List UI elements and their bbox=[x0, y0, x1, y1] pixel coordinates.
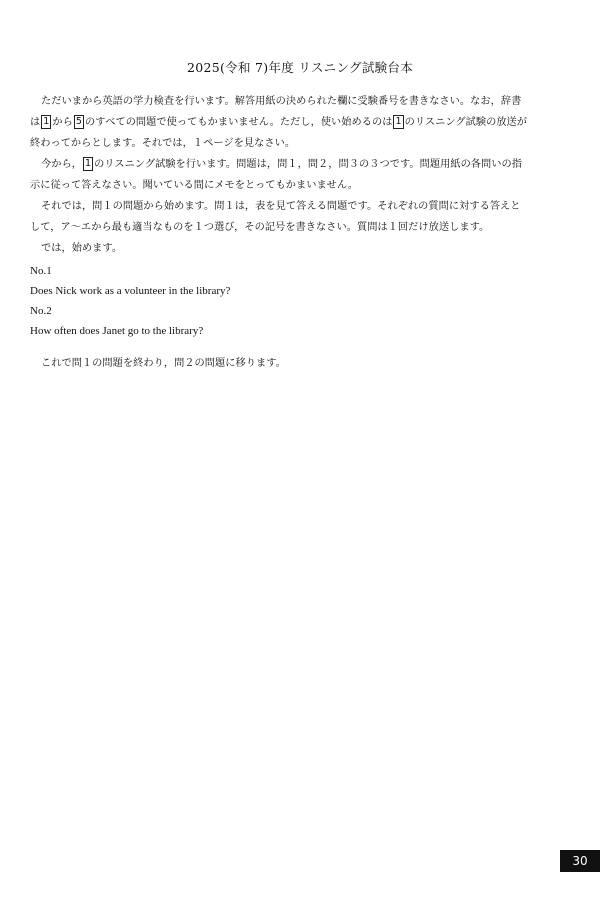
intro-line-1: ただいまから英語の学力検査を行います。解答用紙の決められた欄に受験番号を書きなさい。なお，辞書 bbox=[41, 96, 522, 107]
closing-block bbox=[30, 353, 570, 374]
listening-line-1a: 今から， bbox=[41, 159, 82, 170]
question-number: No.1 bbox=[30, 265, 52, 277]
intro-line-2d: のリスニング試験の放送が bbox=[404, 117, 528, 128]
listening-line-1 bbox=[30, 154, 570, 175]
intro-line-3: 終わってからとします。それでは，１ページを見なさい。 bbox=[30, 138, 296, 149]
question-number: No.2 bbox=[30, 305, 52, 317]
question-list bbox=[30, 261, 570, 341]
start-line: では，始めます。 bbox=[41, 243, 123, 254]
intro-line-2 bbox=[30, 112, 570, 133]
listening-line-1b: のリスニング試験を行います。問題は，問１，問２，問３の３つです。問題用紙の各問いの指 bbox=[94, 159, 522, 170]
intro-line-2a: は bbox=[30, 117, 41, 128]
intro-line-2b: から bbox=[52, 117, 73, 128]
question1-intro-line-1: それでは，問１の問題から始めます。問１は，表を見て答える問題です。それぞれの質問に対する答えと bbox=[41, 201, 521, 212]
boxed-number-1: 1 bbox=[395, 116, 402, 127]
boxed-number-5: 5 bbox=[75, 116, 82, 127]
listening-line-2: 示に従って答えなさい。聞いている間にメモをとってもかまいません。 bbox=[30, 180, 359, 191]
closing-line: これで問１の問題を終わり，問２の問題に移ります。 bbox=[41, 358, 286, 369]
question-text: Does Nick work as a volunteer in the library? bbox=[30, 285, 231, 297]
question-text: How often does Janet go to the library? bbox=[30, 325, 204, 337]
boxed-number-1: 1 bbox=[84, 158, 92, 169]
page-title: 2025(令和 7)年度 リスニング試験台本 bbox=[186, 60, 414, 75]
intro-line-2c: のすべての問題で使ってもかまいません。ただし，使い始めるのは bbox=[84, 117, 393, 128]
instructions-block bbox=[30, 91, 570, 259]
boxed-number-1: 1 bbox=[43, 116, 50, 127]
page-number-badge: 30 bbox=[560, 850, 600, 872]
question1-intro-line-2: して，ア～エから最も適当なものを１つ選び，その記号を書きなさい。質問は１回だけ放送します。 bbox=[30, 222, 490, 233]
